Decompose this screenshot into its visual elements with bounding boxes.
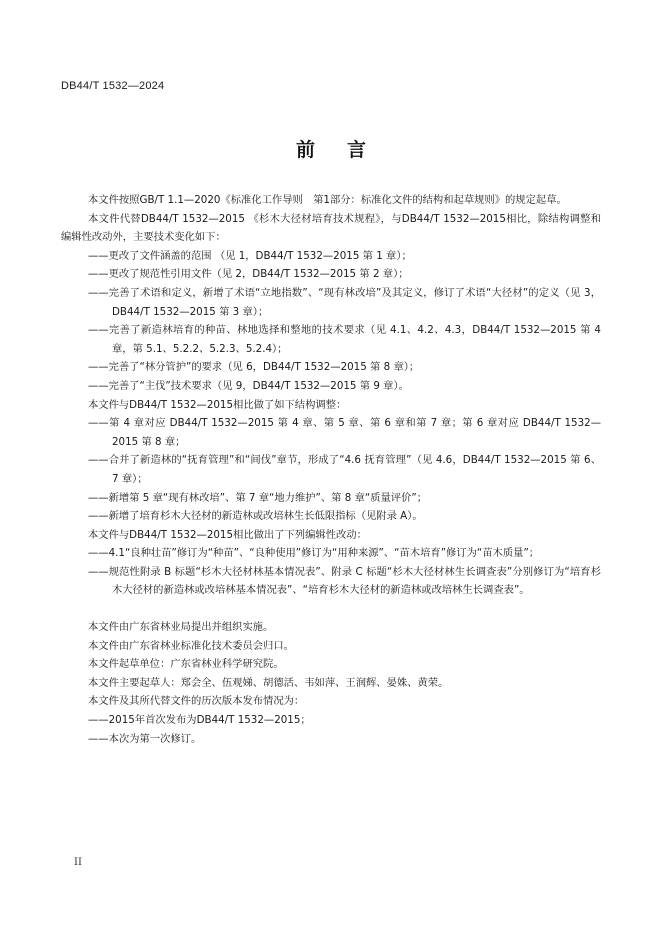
list-item-tech-change: ——完善了术语和定义，新增了术语“立地指数”、“现有林改培”及其定义，修订了术语“大径材”的定义（见 3，DB44/T 1532—2015 第 3 章）； <box>88 286 601 318</box>
list-item-structure-change: ——合并了新造林的“抚育管理”和“间伐”章节，形成了“4.6 抚育管理”（见 4.6，DB44/T 1532—2015 第 6、7 章）； <box>88 454 601 485</box>
page-number: II <box>74 857 82 868</box>
paragraph-editorial-changes: 本文件与DB44/T 1532—2015相比做出了下列编辑性改动： <box>88 528 367 541</box>
paragraph-drafting-unit: 本文件起草单位：广东省林业科学研究院。 <box>88 658 284 671</box>
list-item-structure-change: ——新增第 5 章“现有林改培”、第 7 章“地力维护”、第 8 章“质量评价”； <box>88 491 428 504</box>
list-item-tech-change: ——完善了“主伐”技术要求（见 9，DB44/T 1532—2015 第 9 章）。 <box>88 379 409 392</box>
list-item-editorial-change: ——规范性附录 B 标题“杉木大径材林基本情况表”、附录 C 标题“杉木大径材林生长调查表”分别修订为“培育杉木大径材的新造林或改培林基本情况表”、“培育杉木大径材的新造林或改培林生长调查表”。 <box>88 565 601 597</box>
paragraph-drafting-basis: 本文件按照GB/T 1.1—2020《标准化工作导则 第1部分：标准化文件的结构和起草规则》的规定起草。 <box>88 194 567 206</box>
page-title: 前言 <box>295 139 398 161</box>
paragraph-committee: 本文件由广东省林业标准化技术委员会归口。 <box>88 639 294 652</box>
list-item-history: ——本次为第一次修订。 <box>88 732 202 745</box>
list-item-tech-change: ——完善了“林分管护”的要求（见 6，DB44/T 1532—2015 第 8 章）； <box>88 361 420 374</box>
paragraph-proposer: 本文件由广东省林业局提出并组织实施。 <box>88 621 274 634</box>
list-item-history: ——2015年首次发布为DB44/T 1532—2015； <box>88 714 311 727</box>
paragraph-history-intro: 本文件及其所代替文件的历次版本发布情况为： <box>88 695 305 708</box>
list-item-tech-change: ——完善了新造林培育的种苗、林地选择和整地的技术要求（见 4.1、4.2、4.3，DB44/T 1532—2015 第 4 章，第 5.1、5.2.2、5.2.3、5.2.4）； <box>88 324 601 355</box>
document-code: DB44/T 1532—2024 <box>61 80 165 92</box>
paragraph-replacement: 本文件代替DB44/T 1532—2015 《杉木大径材培育技术规程》，与DB44/T 1532—2015相比，除结构调整和编辑性改动外，主要技术变化如下： <box>61 212 601 244</box>
foreword-body <box>61 191 601 748</box>
list-item-tech-change: ——更改了文件涵盖的范围 （见 1，DB44/T 1532—2015 第 1 章）； <box>88 249 412 262</box>
spacer <box>61 600 601 618</box>
paragraph-drafters: 本文件主要起草人：郑会全、伍观娣、胡德活、韦如萍、王润辉、晏姝、黄荣。 <box>88 676 449 689</box>
list-item-structure-change: ——新增了培育杉木大径材的新造林或改培林生长低限指标（见附录 A）。 <box>88 510 423 523</box>
list-item-structure-change: ——第 4 章对应 DB44/T 1532—2015 第 4 章、第 5 章、第 6 章和第 7 章；第 6 章对应 DB44/T 1532—2015 第 8 章； <box>88 417 601 448</box>
paragraph-structure-changes: 本文件与DB44/T 1532—2015相比做了如下结构调整： <box>88 398 347 411</box>
list-item-editorial-change: ——4.1“良种壮苗”修订为“种苗”、“良种使用”修订为“用种来源”、“苗木培育”修订为“苗木质量”； <box>88 547 540 560</box>
list-item-tech-change: ——更改了规范性引用文件（见 2，DB44/T 1532—2015 第 2 章）； <box>88 268 409 281</box>
